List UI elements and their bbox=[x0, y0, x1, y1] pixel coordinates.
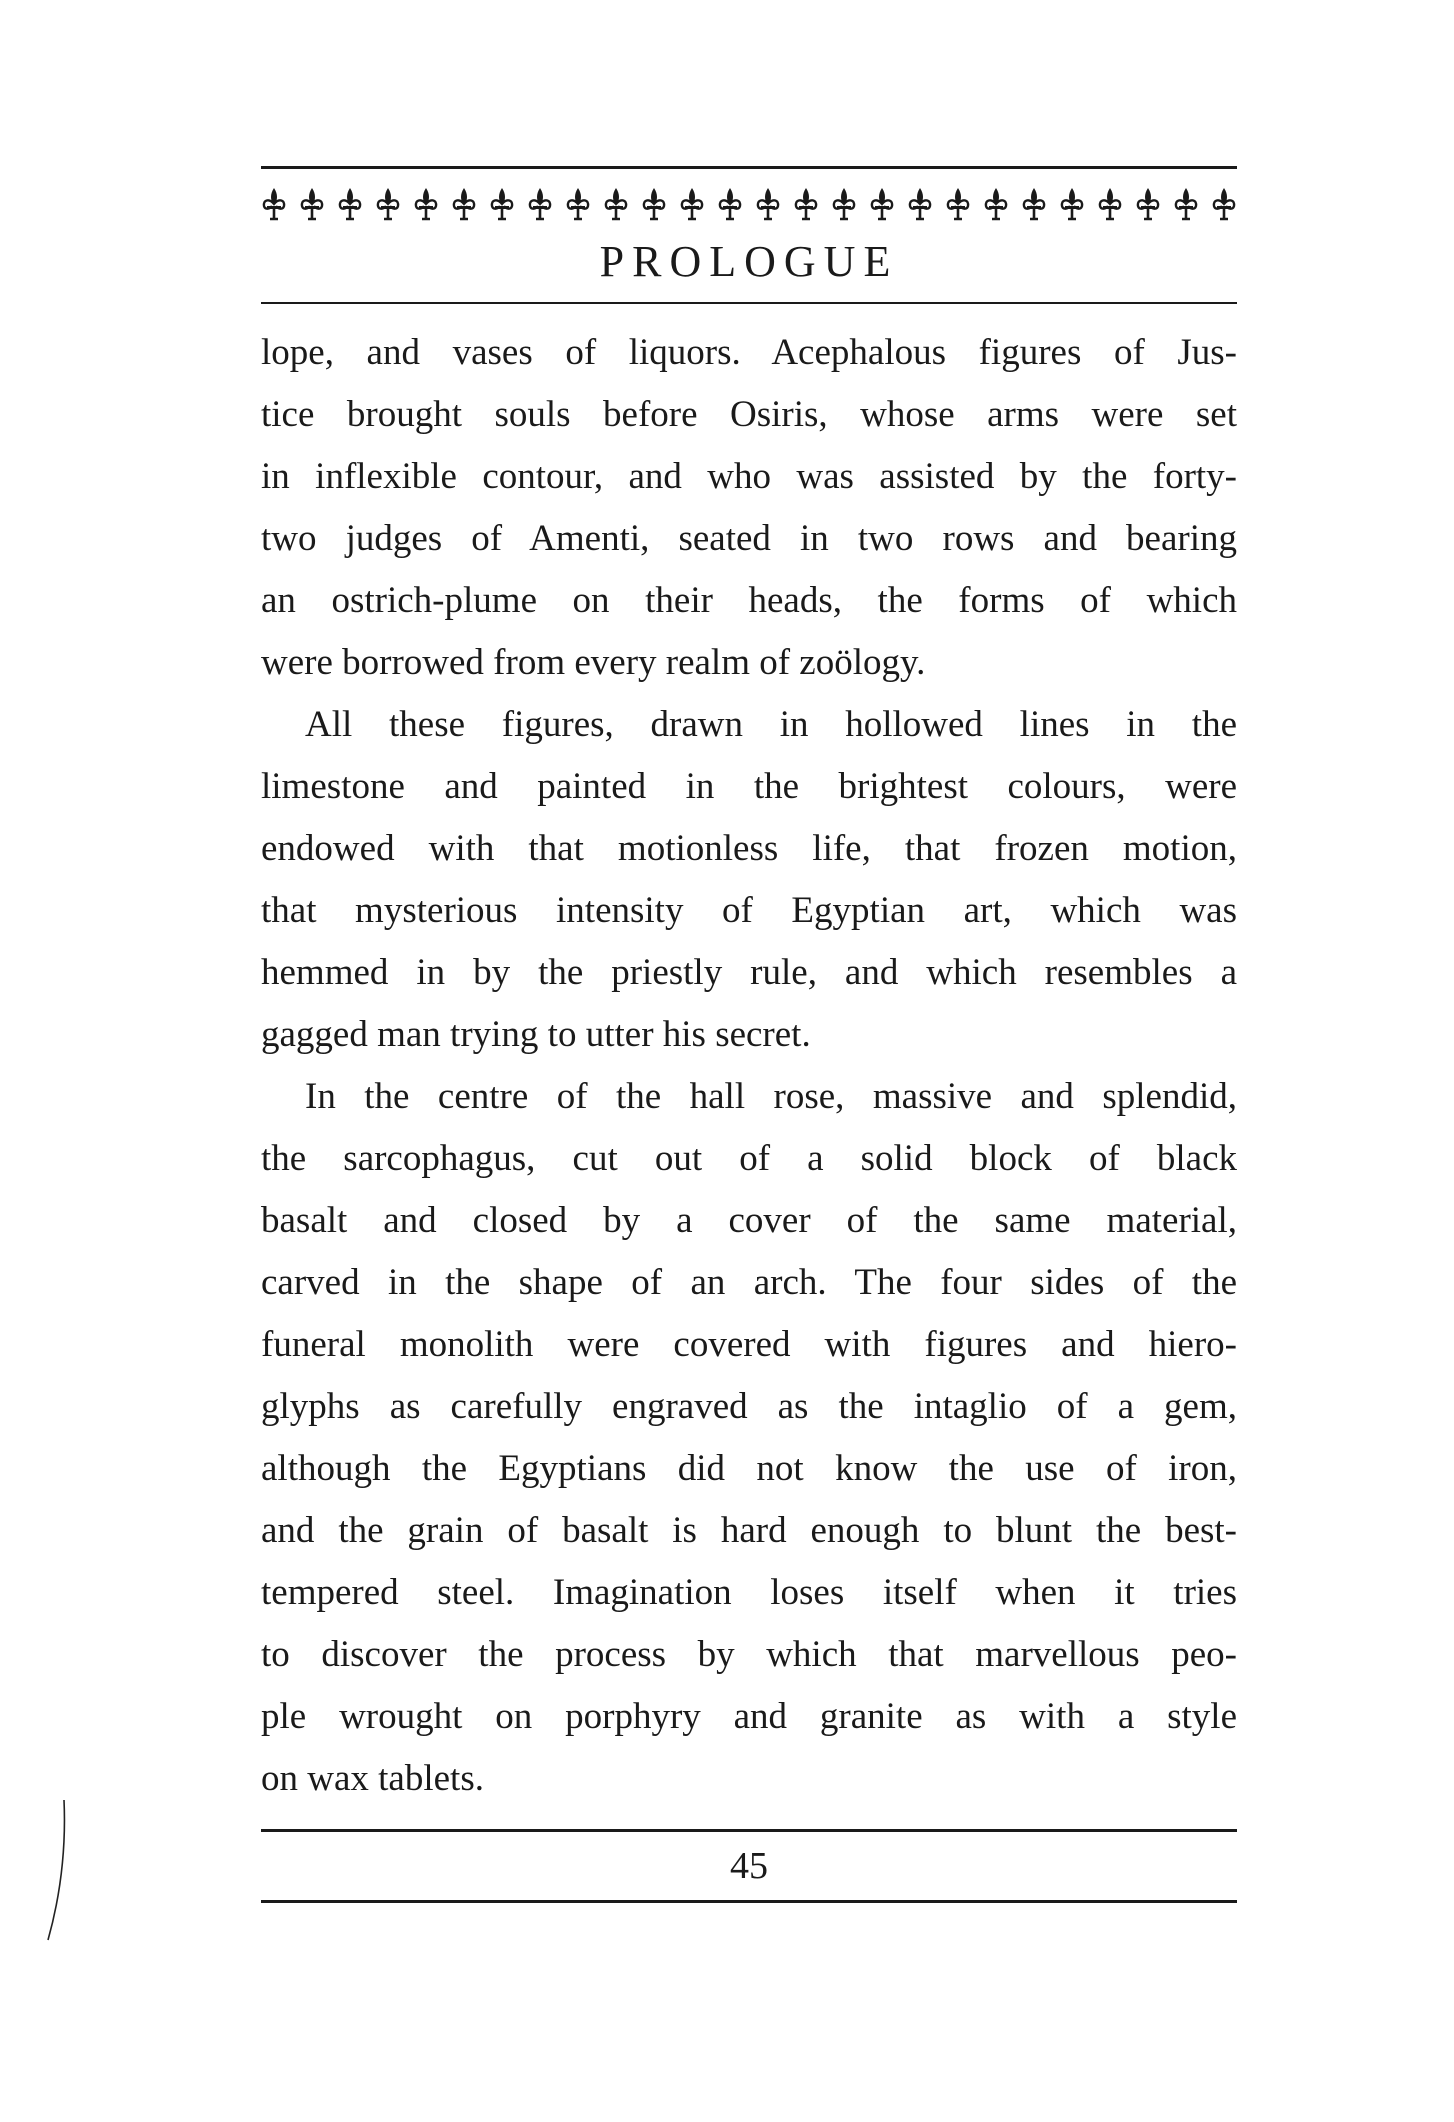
text-line: carved in the shape of an arch. The four sides of the bbox=[261, 1262, 1237, 1303]
fleur-de-lis-icon bbox=[831, 186, 857, 222]
text-line: the sarcophagus, cut out of a solid block of black bbox=[261, 1138, 1237, 1179]
text-line: and the grain of basalt is hard enough to blunt the best- bbox=[261, 1510, 1237, 1551]
text-line: tempered steel. Imagination loses itself when it tries bbox=[261, 1572, 1237, 1613]
fleur-de-lis-icon bbox=[755, 186, 781, 222]
text-line: All these figures, drawn in hollowed lines in the bbox=[305, 704, 1237, 745]
text-line: in inflexible contour, and who was assisted by the forty- bbox=[261, 456, 1237, 497]
fleur-de-lis-icon bbox=[983, 186, 1009, 222]
fleur-de-lis-icon bbox=[413, 186, 439, 222]
text-line: were borrowed from every realm of zoölogy. bbox=[261, 642, 926, 683]
text-line: an ostrich-plume on their heads, the forms of which bbox=[261, 580, 1237, 621]
text-line: two judges of Amenti, seated in two rows and bearing bbox=[261, 518, 1237, 559]
text-line: although the Egyptians did not know the use of iron, bbox=[261, 1448, 1237, 1489]
fleur-de-lis-icon bbox=[1211, 186, 1237, 222]
fleur-de-lis-icon bbox=[565, 186, 591, 222]
header-rule-bottom bbox=[261, 302, 1237, 304]
fleuron-ornament-row bbox=[261, 176, 1237, 232]
text-line: In the centre of the hall rose, massive and splendid, bbox=[305, 1076, 1237, 1117]
text-line: on wax tablets. bbox=[261, 1758, 484, 1799]
fleur-de-lis-icon bbox=[1097, 186, 1123, 222]
fleur-de-lis-icon bbox=[299, 186, 325, 222]
text-line: funeral monolith were covered with figures and hiero- bbox=[261, 1324, 1237, 1365]
fleur-de-lis-icon bbox=[945, 186, 971, 222]
text-line: hemmed in by the priestly rule, and which resembles a bbox=[261, 952, 1237, 993]
footer-rule-bottom bbox=[261, 1900, 1237, 1903]
fleur-de-lis-icon bbox=[793, 186, 819, 222]
page-number: 45 bbox=[730, 1845, 768, 1887]
fleur-de-lis-icon bbox=[489, 186, 515, 222]
fleur-de-lis-icon bbox=[1173, 186, 1199, 222]
fleur-de-lis-icon bbox=[1021, 186, 1047, 222]
text-line: that mysterious intensity of Egyptian art, which was bbox=[261, 890, 1237, 931]
text-line: to discover the process by which that marvellous peo- bbox=[261, 1634, 1237, 1675]
text-line: gagged man trying to utter his secret. bbox=[261, 1014, 811, 1055]
fleur-de-lis-icon bbox=[527, 186, 553, 222]
running-head: PROLOGUE bbox=[599, 237, 899, 286]
margin-pencil-mark bbox=[40, 1795, 80, 1945]
fleur-de-lis-icon bbox=[337, 186, 363, 222]
fleur-de-lis-icon bbox=[375, 186, 401, 222]
fleur-de-lis-icon bbox=[261, 186, 287, 222]
fleur-de-lis-icon bbox=[717, 186, 743, 222]
text-line: ple wrought on porphyry and granite as with a style bbox=[261, 1696, 1237, 1737]
text-line: tice brought souls before Osiris, whose arms were set bbox=[261, 394, 1237, 435]
fleur-de-lis-icon bbox=[603, 186, 629, 222]
text-line: basalt and closed by a cover of the same material, bbox=[261, 1200, 1237, 1241]
text-line: limestone and painted in the brightest colours, were bbox=[261, 766, 1237, 807]
text-line: glyphs as carefully engraved as the intaglio of a gem, bbox=[261, 1386, 1237, 1427]
fleur-de-lis-icon bbox=[679, 186, 705, 222]
fleur-de-lis-icon bbox=[869, 186, 895, 222]
fleur-de-lis-icon bbox=[1059, 186, 1085, 222]
text-line: lope, and vases of liquors. Acephalous figures of Jus- bbox=[261, 332, 1237, 373]
body-text bbox=[261, 322, 1237, 1810]
footer-rule-top bbox=[261, 1829, 1237, 1832]
fleur-de-lis-icon bbox=[907, 186, 933, 222]
header-rule-top bbox=[261, 166, 1237, 169]
fleur-de-lis-icon bbox=[1135, 186, 1161, 222]
fleur-de-lis-icon bbox=[451, 186, 477, 222]
text-line: endowed with that motionless life, that frozen motion, bbox=[261, 828, 1237, 869]
fleur-de-lis-icon bbox=[641, 186, 667, 222]
